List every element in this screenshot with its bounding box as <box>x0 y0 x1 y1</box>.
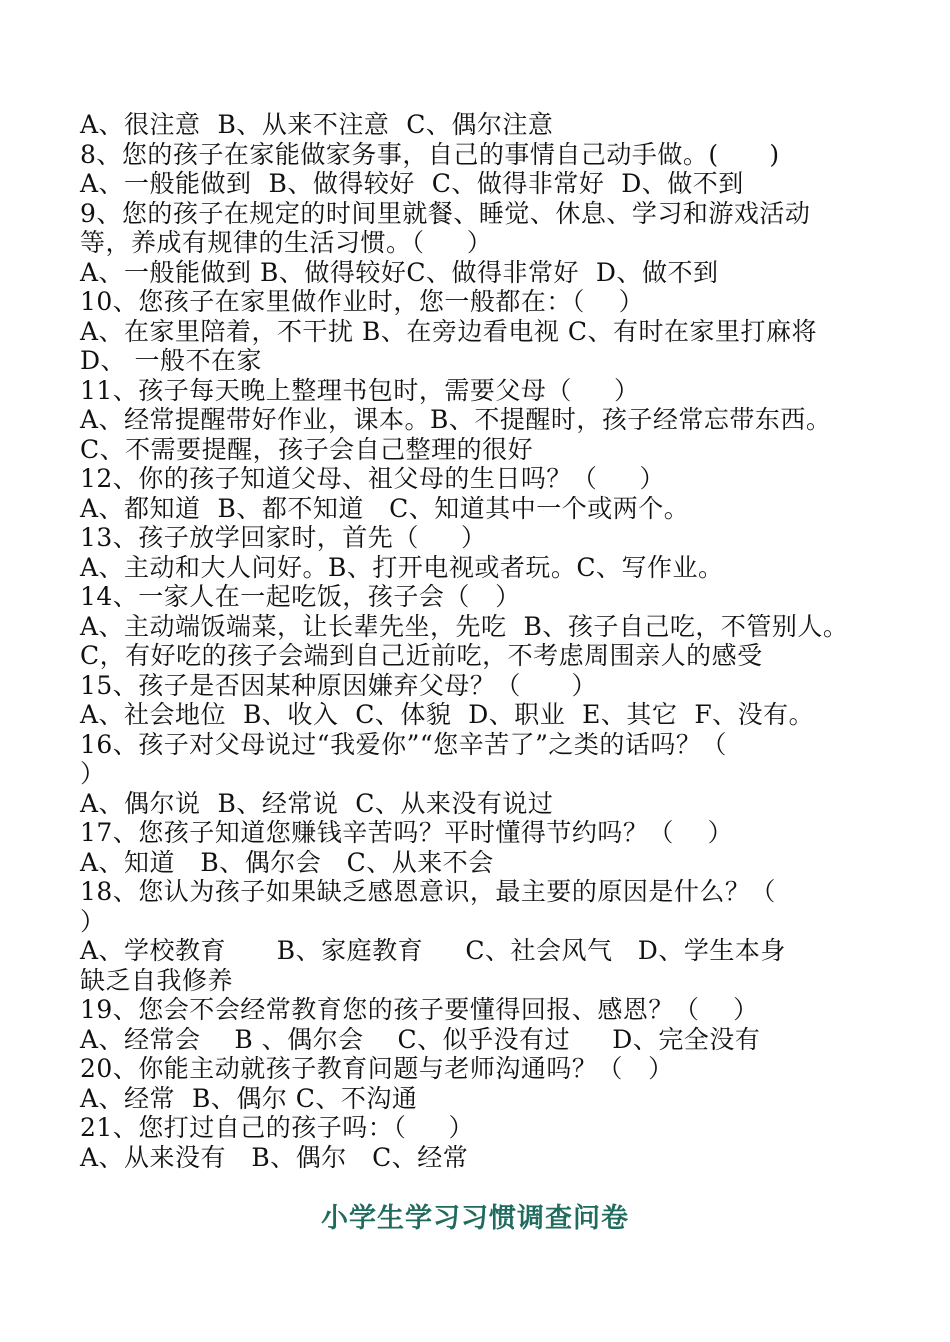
options-14-cont: C，有好吃的孩子会端到自己近前吃，不考虑周围亲人的感受 <box>80 641 763 670</box>
question-11: 11、孩子每天晚上整理书包时，需要父母（ ） <box>80 375 640 405</box>
options-13: A、主动和大人问好。B、打开电视或者玩。C、写作业。 <box>80 552 724 582</box>
options-9: A、一般能做到 B、做得较好C、做得非常好 D、做不到 <box>80 257 719 287</box>
options-12: A、都知道 B、都不知道 C、知道其中一个或两个。 <box>80 493 690 523</box>
question-14: 14、一家人在一起吃饭，孩子会（ ） <box>80 582 521 611</box>
options-18-cont: 缺乏自我修养 <box>80 965 234 995</box>
questionnaire-body <box>80 110 890 1172</box>
question-9-cont: 等，养成有规律的生活习惯。（ ） <box>80 228 493 257</box>
question-9: 9、您的孩子在规定的时间里就餐、睡觉、休息、学习和游戏活动 <box>80 198 811 228</box>
options-10: A、在家里陪着，不干扰 B、在旁边看电视 C、有时在家里打麻将 <box>80 316 817 346</box>
options-11: A、经常提醒带好作业，课本。B、不提醒时，孩子经常忘带东西。 <box>80 405 832 434</box>
question-21: 21、您打过自己的孩子吗：（ ） <box>80 1113 475 1142</box>
question-13: 13、孩子放学回家时，首先（ ） <box>80 523 487 552</box>
options-18: A、学校教育 B、家庭教育 C、社会风气 D、学生本身 <box>80 936 786 965</box>
question-12: 12、你的孩子知道父母、祖父母的生日吗？（ ） <box>80 464 666 493</box>
options-16: A、偶尔说 B、经常说 C、从来没有说过 <box>80 788 554 818</box>
options-15: A、社会地位 B、收入 C、体貌 D、职业 E、其它 F、没有。 <box>80 700 815 729</box>
question-15: 15、孩子是否因某种原因嫌弃父母？（ ） <box>80 670 597 700</box>
question-16-cont: ） <box>80 759 106 788</box>
text-line: A、很注意 B、从来不注意 C、偶尔注意 <box>80 110 554 139</box>
options-14: A、主动端饭端菜，让长辈先坐，先吃 B、孩子自己吃，不管别人。 <box>80 611 849 641</box>
options-11-cont: C、不需要提醒，孩子会自己整理的很好 <box>80 434 534 464</box>
options-21: A、从来没有 B、偶尔 C、经常 <box>80 1142 469 1172</box>
question-17: 17、您孩子知道您赚钱辛苦吗？平时懂得节约吗？（ ） <box>80 818 734 847</box>
question-18-cont: ） <box>80 906 106 936</box>
options-20: A、经常 B、偶尔 C、不沟通 <box>80 1083 418 1113</box>
question-8: 8、您的孩子在家能做家务事，自己的事情自己动手做。( ) <box>80 139 780 169</box>
question-19: 19、您会不会经常教育您的孩子要懂得回报、感恩？（ ） <box>80 995 759 1024</box>
options-8: A、一般能做到 B、做得较好 C、做得非常好 D、做不到 <box>80 169 744 198</box>
options-10-cont: D、 一般不在家 <box>80 346 262 375</box>
question-20: 20、你能主动就孩子教育问题与老师沟通吗？（ ） <box>80 1054 674 1083</box>
question-18: 18、您认为孩子如果缺乏感恩意识，最主要的原因是什么？（ <box>80 877 776 906</box>
options-17: A、知道 B、偶尔会 C、从来不会 <box>80 847 494 877</box>
section-title: 小学生学习习惯调查问卷 <box>321 1203 629 1234</box>
options-19: A、经常会 B 、偶尔会 C、似乎没有过 D、完全没有 <box>80 1024 761 1054</box>
question-16: 16、孩子对父母说过“我爱你”“您辛苦了”之类的话吗？（ <box>80 729 727 759</box>
question-10: 10、您孩子在家里做作业时，您一般都在：（ ） <box>80 287 645 316</box>
